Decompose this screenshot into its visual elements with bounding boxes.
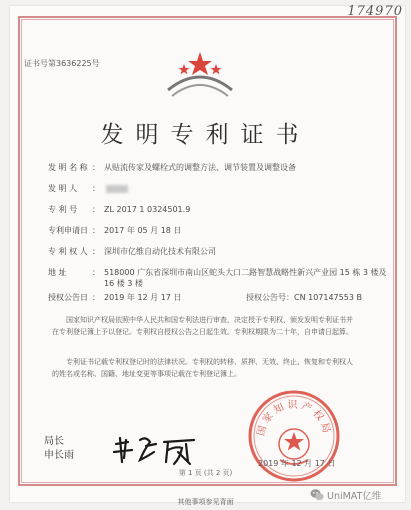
field-label: 专 利 权 人 bbox=[48, 247, 88, 256]
field-value: 2017 年 05 月 18 日 bbox=[104, 226, 182, 235]
footer-note: 其他事项参见背面 bbox=[177, 498, 234, 506]
field-value: 2019 年 12 月 17 日 bbox=[104, 293, 182, 302]
signature-image bbox=[110, 432, 200, 472]
field-label: 发 明 人 bbox=[48, 184, 78, 193]
document-title: 发明专利证书 bbox=[100, 122, 311, 148]
field-label: 专利申请日 bbox=[48, 226, 88, 235]
watermark bbox=[310, 486, 408, 504]
grant-publication-number: 授权公告号：CN 107147553 B bbox=[246, 293, 362, 302]
director-name: 申长雨 bbox=[44, 450, 74, 461]
field-value: 从贴流传家及螺栓式的调整方法、调节装置及调整设备 bbox=[104, 163, 296, 172]
field-value: 518000 广东省深圳市南山区蛇头大口二路智慧战略性新兴产业园 15 栋 3 楼及 16 楼 3 楼 bbox=[104, 268, 387, 288]
field-label: 专 利 号 bbox=[48, 205, 78, 214]
field-value: ZL 2017 1 0324501.9 bbox=[104, 205, 191, 214]
director-title: 局长 bbox=[44, 436, 64, 447]
handwritten-number: 174970 bbox=[347, 4, 403, 19]
field-label: 地 址 bbox=[48, 268, 67, 277]
emblem-icon bbox=[162, 46, 238, 100]
field-value: 深圳市亿维自动化技术有限公司 bbox=[104, 247, 216, 256]
field-label: 发 明 名 称 bbox=[48, 163, 88, 172]
page-number: 第 1 页 (共 2 页) bbox=[178, 469, 233, 477]
watermark-text: UniMAT亿维 bbox=[327, 491, 382, 502]
seal-date: 2019 年 12 月 17 日 bbox=[258, 459, 336, 468]
body-paragraph: 专利证书记载专利权登记时的法律状况。专利权的转移、质押、无效、终止、恢复和专利权人的姓名或名称、国籍、地址变更等事项记载在专利登记簿上。 bbox=[52, 358, 353, 378]
field-label: 授权公告日 bbox=[48, 293, 88, 302]
body-paragraph: 国家知识产权局依照中华人民共和国专利法进行审查，决定授予专利权，颁发发明专利证书并在专利登记簿上予以登记。专利权自授权公告之日起生效。专利权期限为二十年，自申请日起算。 bbox=[52, 316, 353, 336]
wechat-icon bbox=[310, 488, 324, 502]
redacted-name bbox=[106, 185, 128, 193]
seal-text: 国家知识产权局 bbox=[255, 400, 333, 438]
svg-text:国家知识产权局 bbox=[255, 399, 334, 437]
certificate-number: 证书号第3636225号 bbox=[24, 59, 100, 68]
field-value bbox=[104, 183, 394, 194]
